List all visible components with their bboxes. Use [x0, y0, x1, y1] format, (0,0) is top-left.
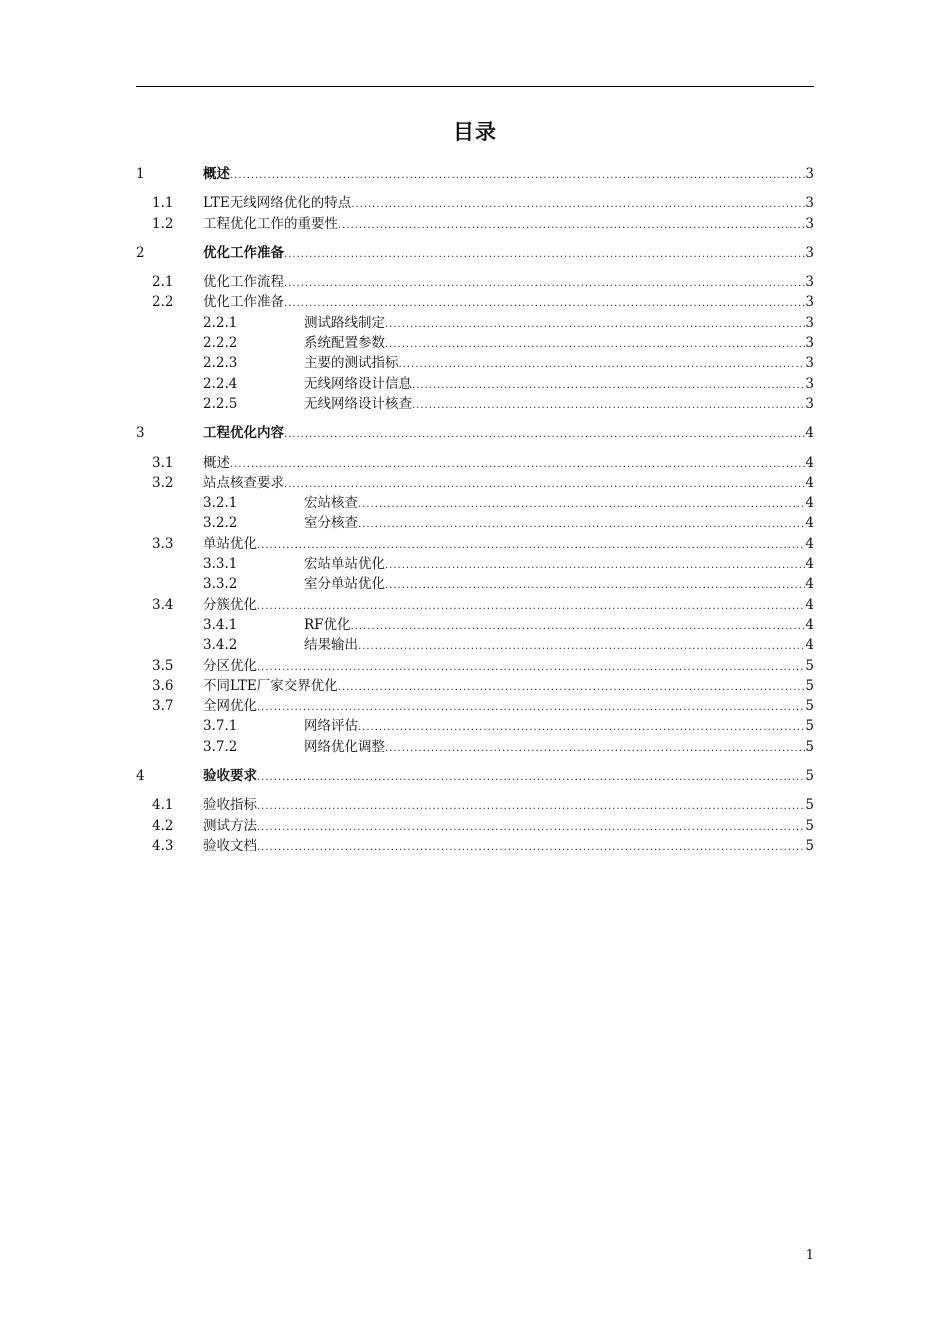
toc-entry-label: 单站优化	[203, 535, 257, 552]
toc-leader-dots	[385, 739, 805, 759]
toc-entry-page: 4	[805, 616, 814, 633]
toc-entry-body	[203, 193, 814, 215]
toc-entry-label: 无线网络设计核查	[304, 395, 412, 412]
toc-entry-label: 室分核查	[304, 515, 358, 532]
toc-entry-body	[203, 696, 814, 718]
toc-entry-number: 2.2	[152, 294, 174, 311]
toc-entry-body	[304, 394, 814, 416]
toc-entry-body	[203, 243, 814, 265]
toc-entry-body	[304, 333, 814, 355]
toc-leader-dots	[257, 797, 805, 817]
toc-entry-label: RF优化	[304, 616, 351, 633]
toc-entry-body	[304, 615, 814, 637]
toc-entry-page: 4	[805, 474, 814, 491]
toc-entry[interactable]	[136, 795, 814, 815]
toc-entry-body	[203, 766, 814, 788]
toc-entry[interactable]	[136, 656, 814, 676]
toc-entry-number: 4.2	[152, 817, 174, 834]
toc-entry-page: 3	[805, 274, 814, 291]
toc-entry-page: 4	[805, 425, 814, 442]
page-number: 1	[805, 1248, 814, 1263]
toc-entry-label: 工程优化内容	[203, 425, 284, 442]
toc-leader-dots	[358, 515, 805, 535]
toc-entry-body	[203, 473, 814, 495]
toc-entry-number: 2	[136, 244, 145, 261]
toc-entry-label: 无线网络设计信息	[304, 375, 412, 392]
toc-leader-dots	[257, 698, 805, 718]
toc-entry-page: 3	[805, 375, 814, 392]
toc-entry-number: 3.4.2	[203, 637, 238, 654]
toc-entry-page: 3	[805, 395, 814, 412]
toc-entry-label: 验收要求	[203, 768, 257, 785]
toc-entry[interactable]	[136, 635, 814, 655]
toc-leader-dots	[257, 536, 805, 556]
toc-entry-number: 3.1	[152, 454, 174, 471]
toc-entry-body	[203, 795, 814, 817]
toc-leader-dots	[385, 556, 805, 576]
toc-entry-body	[203, 423, 814, 445]
toc-entry-number: 3.3	[152, 535, 174, 552]
toc-entry-body	[203, 836, 814, 858]
toc-entry-page: 5	[805, 718, 814, 735]
toc-entry-number: 4	[136, 768, 145, 785]
toc-entry-page: 4	[805, 556, 814, 573]
toc-entry[interactable]	[136, 374, 814, 394]
toc-entry-number: 3.7.2	[203, 738, 238, 755]
toc-entry-body	[203, 214, 814, 236]
toc-leader-dots	[358, 637, 805, 657]
toc-entry[interactable]	[136, 534, 814, 554]
toc-entry-number: 2.2.1	[203, 314, 238, 331]
toc-entry-number: 3.3.2	[203, 576, 238, 593]
toc-leader-dots	[412, 396, 805, 416]
toc-entry[interactable]	[136, 766, 814, 786]
toc-entry-number: 1	[136, 166, 145, 182]
toc-entry-body	[304, 374, 814, 396]
toc-entry-body	[203, 164, 814, 186]
toc-entry-number: 2.1	[152, 274, 174, 291]
toc-entry[interactable]	[136, 513, 814, 533]
toc-entry[interactable]	[136, 473, 814, 493]
toc-entry[interactable]	[136, 164, 814, 184]
toc-entry[interactable]	[136, 353, 814, 373]
toc-entry-page: 4	[805, 535, 814, 552]
toc-entry-body	[203, 453, 814, 475]
toc-entry-number: 3.7.1	[203, 718, 238, 735]
toc-entry-label: 优化工作流程	[203, 274, 284, 291]
toc-entry[interactable]	[136, 453, 814, 473]
toc-entry-body	[203, 272, 814, 294]
toc-entry-number: 1.1	[152, 195, 174, 212]
toc-entry[interactable]	[136, 737, 814, 757]
toc-entry[interactable]	[136, 243, 814, 263]
toc-leader-dots	[257, 818, 805, 838]
toc-entry-body	[304, 574, 814, 596]
toc-leader-dots	[230, 455, 805, 475]
toc-entry-page: 4	[805, 515, 814, 532]
toc-entry-label: 网络优化调整	[304, 738, 385, 755]
toc-leader-dots	[351, 617, 806, 637]
toc-entry-label: 验收文档	[203, 837, 257, 854]
toc-entry-label: 验收指标	[203, 797, 257, 814]
toc-entry-body	[203, 656, 814, 678]
toc-leader-dots	[399, 355, 806, 375]
toc-entry[interactable]	[136, 615, 814, 635]
toc-entry-page: 3	[805, 244, 814, 261]
toc-entry-number: 4.3	[152, 837, 174, 854]
toc-entry[interactable]	[136, 816, 814, 836]
toc-entry-number: 3.3.1	[203, 556, 238, 573]
toc-entry-label: 网络评估	[304, 718, 358, 735]
toc-entry-page: 5	[805, 738, 814, 755]
toc-entry-number: 4.1	[152, 797, 174, 814]
toc-leader-dots	[284, 294, 805, 314]
toc-entry-page: 5	[805, 768, 814, 785]
toc-entry-label: 全网优化	[203, 698, 257, 715]
toc-entry-number: 3.4	[152, 596, 174, 613]
toc-leader-dots	[358, 718, 805, 738]
toc-leader-dots	[284, 425, 805, 445]
toc-leader-dots	[385, 315, 805, 335]
toc-entry-body	[304, 513, 814, 535]
toc-entry-label: 分簇优化	[203, 596, 257, 613]
toc-entry-label: 概述	[203, 454, 230, 471]
toc-entry-body	[203, 816, 814, 838]
toc-leader-dots	[284, 475, 805, 495]
toc-entry-label: 工程优化工作的重要性	[203, 215, 338, 232]
toc-entry[interactable]	[136, 716, 814, 736]
toc-entry-body	[304, 635, 814, 657]
toc-entry-label: 宏站单站优化	[304, 556, 385, 573]
toc-entry-page: 3	[805, 215, 814, 232]
toc-entry-label: 站点核查要求	[203, 474, 284, 491]
toc-entry-page: 4	[805, 637, 814, 654]
header-rule	[136, 86, 814, 87]
toc-leader-dots	[257, 768, 805, 788]
toc-entry-page: 4	[805, 454, 814, 471]
toc-entry-page: 3	[805, 294, 814, 311]
toc-entry[interactable]	[136, 836, 814, 856]
toc-entry-label: 系统配置参数	[304, 335, 385, 352]
toc-leader-dots	[230, 166, 805, 186]
toc-entry-label: 测试方法	[203, 817, 257, 834]
toc-entry-number: 2.2.5	[203, 395, 238, 412]
toc-entry-number: 3.2.1	[203, 495, 238, 512]
toc-entry[interactable]	[136, 272, 814, 292]
toc-leader-dots	[284, 245, 805, 265]
toc-entry[interactable]	[136, 696, 814, 716]
toc-leader-dots	[257, 838, 805, 858]
toc-entry-label: 分区优化	[203, 657, 257, 674]
toc-leader-dots	[257, 658, 805, 678]
toc-entry-number: 3.2	[152, 474, 174, 491]
toc-entry-page: 3	[805, 335, 814, 352]
toc-leader-dots	[284, 274, 805, 294]
toc-entry-number: 3.4.1	[203, 616, 238, 633]
toc-entry-label: 优化工作准备	[203, 244, 284, 261]
toc-entry-number: 2.2.4	[203, 375, 238, 392]
toc-entry-label: 概述	[203, 166, 230, 182]
toc-entry-page: 5	[805, 657, 814, 674]
toc-leader-dots	[412, 376, 805, 396]
toc-entry-page: 4	[805, 576, 814, 593]
toc-entry[interactable]	[136, 193, 814, 213]
toc-entry-label: LTE无线网络优化的特点	[203, 195, 352, 212]
toc-leader-dots	[351, 195, 805, 215]
toc-entry-body	[203, 292, 814, 314]
toc-entry-number: 3	[136, 425, 145, 442]
toc-entry-page: 3	[805, 166, 814, 182]
toc-entry-number: 1.2	[152, 215, 174, 232]
toc-leader-dots	[257, 597, 805, 617]
toc-entry[interactable]	[136, 595, 814, 615]
toc-entry-label: 主要的测试指标	[304, 355, 399, 372]
table-of-contents	[136, 164, 814, 856]
toc-entry[interactable]	[136, 574, 814, 594]
toc-entry-label: 结果输出	[304, 637, 358, 654]
toc-entry-body	[304, 353, 814, 375]
toc-entry-page: 5	[805, 817, 814, 834]
toc-entry[interactable]	[136, 676, 814, 696]
toc-entry-page: 3	[805, 355, 814, 372]
toc-entry-label: 优化工作准备	[203, 294, 284, 311]
toc-entry[interactable]	[136, 554, 814, 574]
toc-leader-dots	[385, 335, 805, 355]
toc-entry-number: 3.2.2	[203, 515, 238, 532]
toc-entry-body	[203, 595, 814, 617]
toc-entry-number: 3.5	[152, 657, 174, 674]
toc-entry-page: 5	[805, 797, 814, 814]
toc-leader-dots	[338, 678, 806, 698]
toc-leader-dots	[338, 216, 805, 236]
toc-title: 目录	[453, 120, 497, 144]
toc-entry-body	[304, 716, 814, 738]
toc-entry-page: 3	[805, 195, 814, 212]
toc-entry-number: 2.2.3	[203, 355, 238, 372]
toc-entry-body	[304, 737, 814, 759]
toc-entry-page: 5	[805, 677, 814, 694]
toc-entry[interactable]	[136, 423, 814, 443]
toc-entry[interactable]	[136, 292, 814, 312]
toc-entry[interactable]	[136, 493, 814, 513]
toc-entry[interactable]	[136, 333, 814, 353]
toc-entry-label: 不同LTE厂家交界优化	[203, 677, 338, 694]
toc-entry-page: 5	[805, 698, 814, 715]
toc-entry-body	[203, 676, 814, 698]
toc-leader-dots	[358, 495, 805, 515]
toc-entry-number: 3.6	[152, 677, 174, 694]
toc-entry-body	[304, 313, 814, 335]
toc-entry[interactable]	[136, 214, 814, 234]
toc-entry[interactable]	[136, 394, 814, 414]
toc-entry-label: 宏站核查	[304, 495, 358, 512]
toc-entry-page: 5	[805, 837, 814, 854]
toc-entry-body	[203, 534, 814, 556]
toc-entry-page: 4	[805, 596, 814, 613]
toc-leader-dots	[385, 576, 805, 596]
toc-entry-body	[304, 554, 814, 576]
toc-entry-label: 室分单站优化	[304, 576, 385, 593]
toc-entry[interactable]	[136, 313, 814, 333]
toc-entry-body	[304, 493, 814, 515]
toc-entry-number: 2.2.2	[203, 335, 238, 352]
toc-entry-number: 3.7	[152, 698, 174, 715]
toc-entry-page: 3	[805, 314, 814, 331]
toc-entry-label: 测试路线制定	[304, 314, 385, 331]
toc-entry-page: 4	[805, 495, 814, 512]
